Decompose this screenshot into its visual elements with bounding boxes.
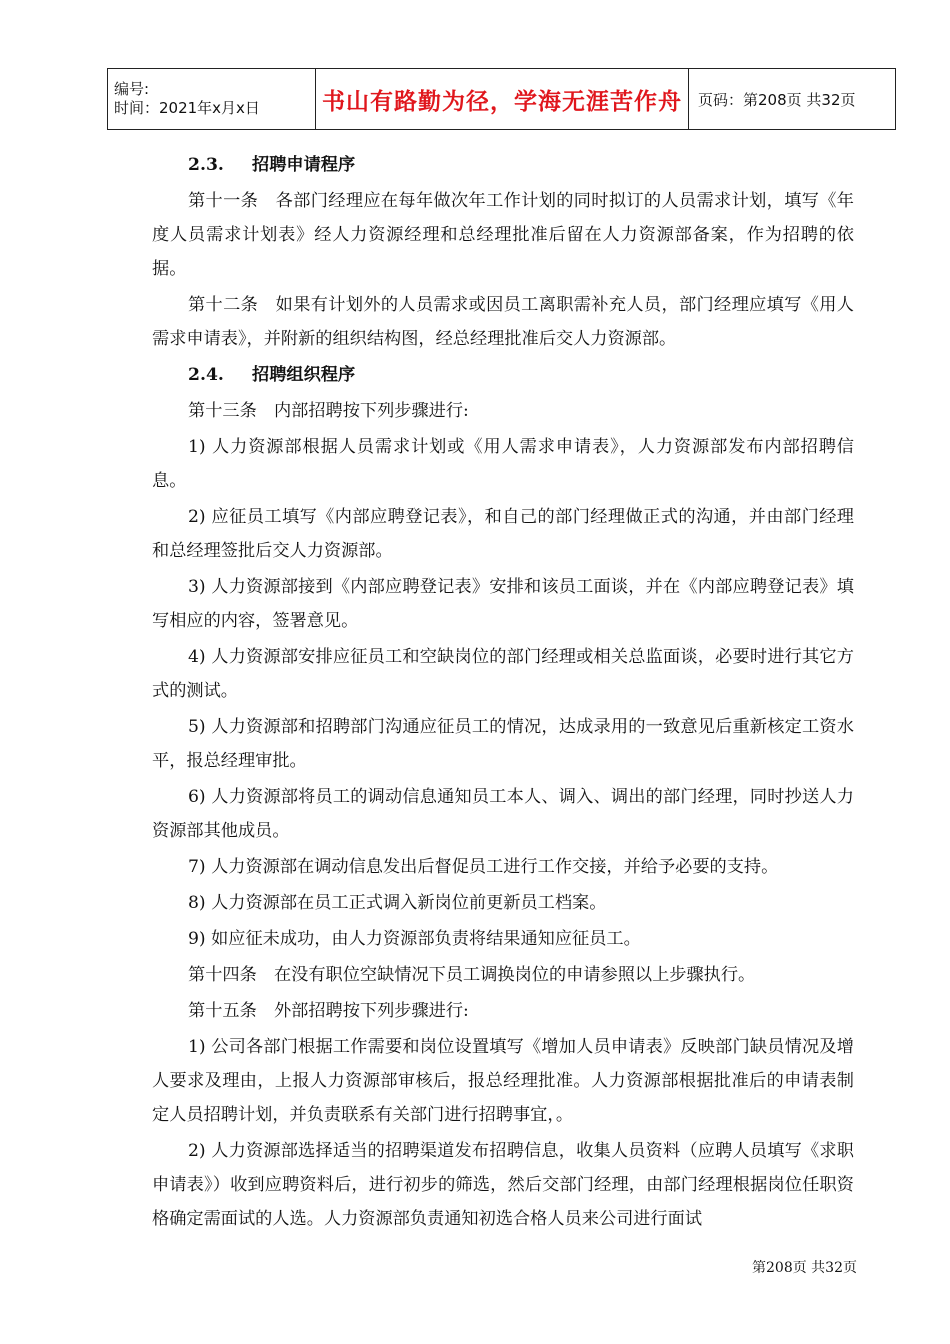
section-number: 2.3. xyxy=(188,155,224,175)
body-paragraph: 第十五条 外部招聘按下列步骤进行: xyxy=(188,1001,469,1021)
doc-time: 时间：2021年x月x日 xyxy=(114,99,260,117)
body-paragraph: 4) 人力资源部安排应征员工和空缺岗位的部门经理或相关总监面谈，必要时进行其它方式的测试。 xyxy=(152,647,854,701)
section-heading xyxy=(152,148,854,182)
body-paragraph: 1) 公司各部门根据工作需要和岗位设置填写《增加人员申请表》反映部门缺员情况及增人要求及理由，上报人力资源部审核后，报总经理批准。人力资源部根据批准后的申请表制定人员招聘计划，并负责联系有关部门进行招聘事宜，。 xyxy=(152,1037,854,1125)
body-paragraph: 第十一条 各部门经理应在每年做次年工作计划的同时拟订的人员需求计划，填写《年度人员需求计划表》经人力资源经理和总经理批准后留在人力资源部备案，作为招聘的依据。 xyxy=(152,191,854,279)
section-heading xyxy=(152,358,854,392)
body-paragraph: 第十二条 如果有计划外的人员需求或因员工离职需补充人员，部门经理应填写《用人需求申请表》，并附新的组织结构图，经总经理批准后交人力资源部。 xyxy=(152,295,854,349)
doc-number: 编号: xyxy=(114,80,150,98)
section-title: 招聘组织程序 xyxy=(252,365,356,385)
body-paragraph: 2) 应征员工填写《内部应聘登记表》，和自己的部门经理做正式的沟通，并由部门经理和总经理签批后交人力资源部。 xyxy=(152,507,854,561)
body-paragraph: 1) 人力资源部根据人员需求计划或《用人需求申请表》，人力资源部发布内部招聘信息。 xyxy=(152,437,854,491)
section-number: 2.4. xyxy=(188,365,224,385)
body-paragraph: 3) 人力资源部接到《内部应聘登记表》安排和该员工面谈，并在《内部应聘登记表》填写相应的内容，签署意见。 xyxy=(152,577,854,631)
header-meta-cell xyxy=(108,69,316,130)
body-paragraph: 2) 人力资源部选择适当的招聘渠道发布招聘信息，收集人员资料（应聘人员填写《求职申请表》）收到应聘资料后，进行初步的筛选，然后交部门经理，由部门经理根据岗位任职资格确定需面试的人选。人力资源部负责通知初选合格人员来公司进行面试 xyxy=(152,1141,854,1229)
body-paragraph: 9) 如应征未成功，由人力资源部负责将结果通知应征员工。 xyxy=(188,929,641,949)
body-paragraph: 6) 人力资源部将员工的调动信息通知员工本人、调入、调出的部门经理，同时抄送人力资源部其他成员。 xyxy=(152,787,854,841)
document-body xyxy=(152,148,854,1238)
section-title: 招聘申请程序 xyxy=(252,155,356,175)
header-motto-cell xyxy=(316,69,689,130)
body-paragraph: 第十四条 在没有职位空缺情况下员工调换岗位的申请参照以上步骤执行。 xyxy=(188,965,756,985)
header-page-number: 页码：第208页 共32页 xyxy=(689,69,896,130)
document-header xyxy=(107,68,896,130)
body-paragraph: 8) 人力资源部在员工正式调入新岗位前更新员工档案。 xyxy=(188,893,607,913)
footer-page-number: 第208页 共32页 xyxy=(752,1260,857,1276)
body-paragraph: 5) 人力资源部和招聘部门沟通应征员工的情况，达成录用的一致意见后重新核定工资水平，报总经理审批。 xyxy=(152,717,854,771)
body-paragraph: 7) 人力资源部在调动信息发出后督促员工进行工作交接，并给予必要的支持。 xyxy=(188,857,779,877)
header-motto: 书山有路勤为径，学海无涯苦作舟 xyxy=(322,88,682,115)
body-paragraph: 第十三条 内部招聘按下列步骤进行: xyxy=(188,401,469,421)
